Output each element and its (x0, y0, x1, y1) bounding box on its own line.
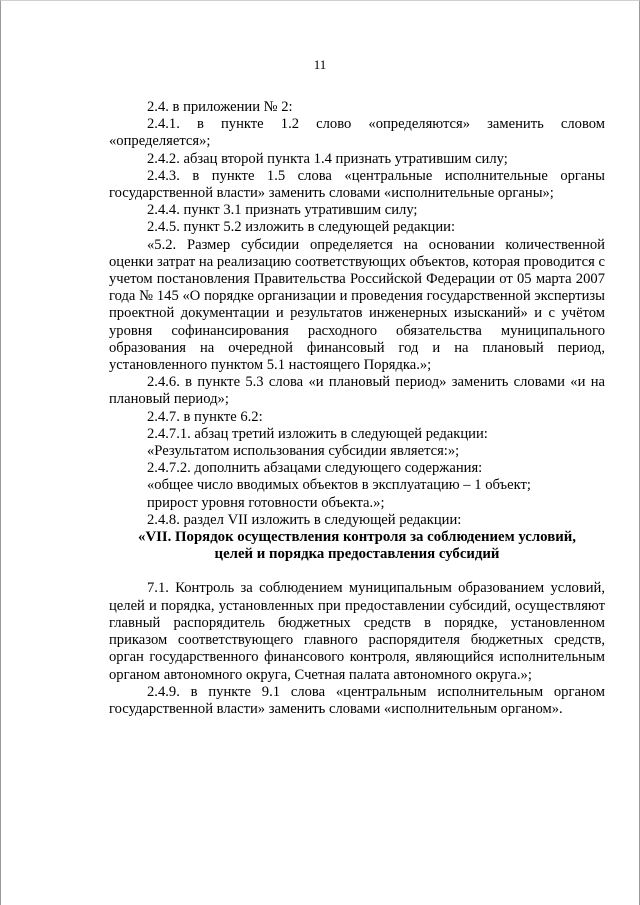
paragraph-2-4-8: 2.4.8. раздел VII изложить в следующей редакции: (147, 511, 462, 528)
section-heading-line-2: целей и порядка предоставления субсидий (214, 546, 500, 563)
paragraph-5-2-quote: «5.2. Размер субсидии определяется на основании количественной оценки затрат на реализацию соответствующих объектов, которая проводится с учетом постановления Правительства Российской Федерации от 05 марта 2007 года № 145 «О порядке организации и проведения государственной экспертизы проектной документации и результатов инженерных изысканий» и с учётом уровня софинансирования расходного обязательства муниципального образования на очередной финансовый год и на плановый период, установленного пунктом 5.1 настоящего Порядка.»; (109, 236, 605, 374)
page-number: 11 (313, 57, 327, 72)
paragraph-2-4-7-2: 2.4.7.2. дополнить абзацами следующего содержания: (147, 460, 483, 477)
paragraph-2-4: 2.4. в приложении № 2: (147, 99, 293, 115)
paragraph-readiness: прирост уровня готовности объекта.»; (147, 494, 385, 511)
section-heading-line-1: «VII. Порядок осуществления контроля за соблюдением условий, (138, 529, 576, 546)
paragraph-2-4-7: 2.4.7. в пункте 6.2: (147, 408, 263, 425)
paragraph-2-4-4: 2.4.4. пункт 3.1 признать утратившим силу; (147, 202, 418, 219)
paragraph-2-4-5: 2.4.5. пункт 5.2 изложить в следующей редакции: (147, 219, 456, 236)
paragraph-2-4-3: 2.4.3. в пункте 1.5 слова «центральные исполнительные органы государственной власти» заменить словами «исполнительные органы»; (109, 167, 605, 202)
spacer (109, 563, 605, 580)
document-body (109, 99, 605, 718)
paragraph-2-4-1: 2.4.1. в пункте 1.2 слово «определяются» заменить словом «определяется»; (109, 116, 605, 150)
paragraph-2-4-2: 2.4.2. абзац второй пункта 1.4 признать утратившим силу; (147, 150, 508, 167)
paragraph-7-1: 7.1. Контроль за соблюдением муниципальным образованием условий, целей и порядка, установленных при предоставлении субсидий, осуществляют главный распорядитель бюджетных средств в порядке, установленном приказом соответствующего главного распорядителя бюджетных средств, орган государственного финансового контроля, являющийся исполнительным органом автономного округа, Счетная палата автономного округа.»; (109, 580, 605, 683)
paragraph-2-4-9: 2.4.9. в пункте 9.1 слова «центральным исполнительным органом государственной власти» заменить словами «исполнительным органом». (109, 683, 605, 717)
paragraph-2-4-7-1: 2.4.7.1. абзац третий изложить в следующей редакции: (147, 425, 488, 442)
paragraph-objects-quote: «общее число вводимых объектов в эксплуатацию – 1 объект; (147, 477, 531, 494)
paragraph-result-quote: «Результатом использования субсидии является:»; (147, 443, 460, 460)
paragraph-2-4-6: 2.4.6. в пункте 5.3 слова «и плановый период» заменить словами «и на плановый период»; (109, 374, 605, 408)
